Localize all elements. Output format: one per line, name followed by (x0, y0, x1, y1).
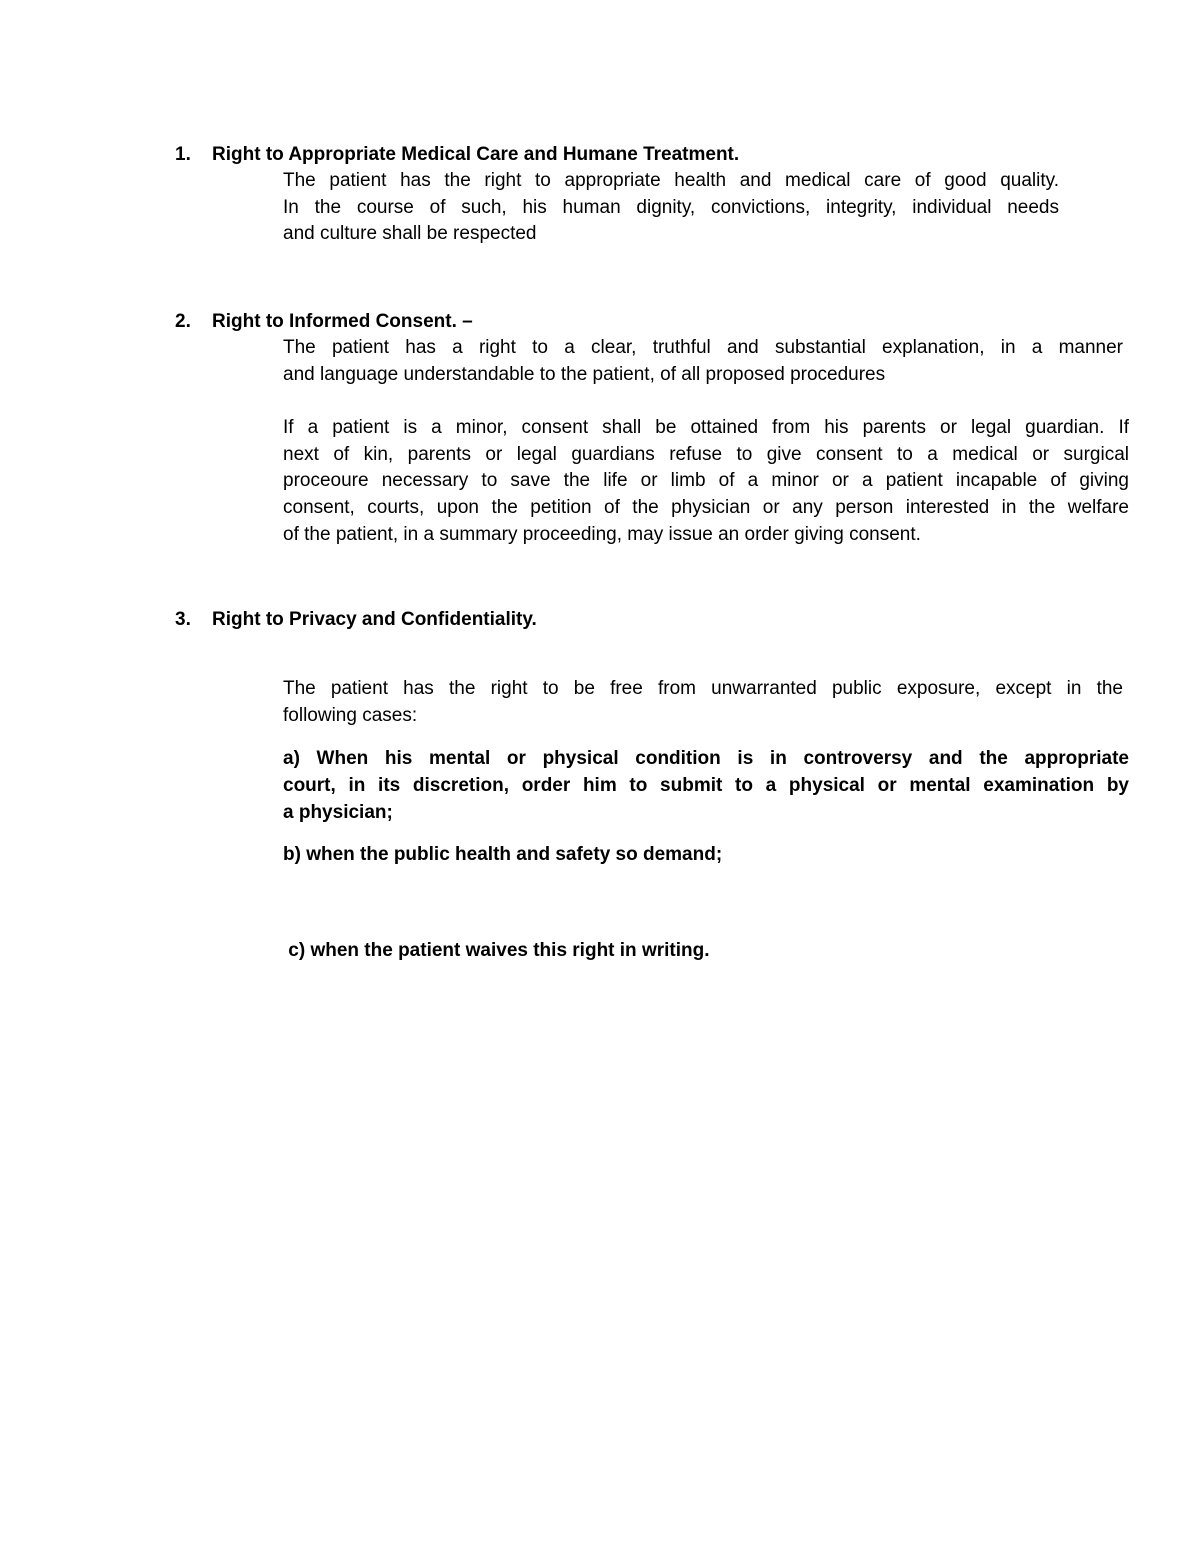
section-1-number: 1. (175, 144, 191, 165)
exception-c-line-1: c) when the patient waives this right in writing. (283, 940, 710, 961)
section-2-line-2: and language understandable to the patient, of all proposed procedures (283, 363, 886, 385)
section-1-line-3: and culture shall be respected (283, 223, 537, 245)
section-2-title: Right to Informed Consent. – (212, 311, 473, 332)
exception-a-line-2: court, in its discretion, order him to submit to a physical or mental examination by (283, 775, 1129, 796)
section-2-minor-line-2: next of kin, parents or legal guardians refuse to give consent to a medical or surgical (283, 443, 1129, 465)
section-2-line-1: The patient has a right to a clear, truthful and substantial explanation, in a manner (283, 337, 1123, 358)
section-2-minor-line-5: of the patient, in a summary proceeding, may issue an order giving consent. (283, 523, 921, 545)
section-3-number: 3. (175, 609, 191, 630)
section-2-body (283, 335, 1123, 388)
privacy-exception-a (283, 745, 1129, 826)
section-3-title: Right to Privacy and Confidentiality. (212, 609, 537, 630)
section-1-line-1: The patient has the right to appropriate health and medical care of good quality. (283, 170, 1059, 191)
section-1-line-2: In the course of such, his human dignity, convictions, integrity, individual needs (283, 196, 1059, 218)
section-2-minor-paragraph (283, 415, 1129, 549)
exception-b-line-1: b) when the public health and safety so demand; (283, 844, 723, 865)
section-1-heading (175, 142, 739, 168)
section-3-heading (175, 607, 537, 633)
section-3-body (283, 676, 1123, 729)
section-3-line-1: The patient has the right to be free from unwarranted public exposure, except in the (283, 678, 1123, 699)
section-2-number: 2. (175, 311, 191, 332)
section-1-title: Right to Appropriate Medical Care and Humane Treatment. (212, 144, 740, 165)
section-2-heading (175, 309, 473, 335)
section-3-line-2: following cases: (283, 704, 418, 726)
exception-a-line-1: a) When his mental or physical condition is in controversy and the appropriate (283, 748, 1129, 769)
section-2-minor-line-4: consent, courts, upon the petition of the physician or any person interested in the welfare (283, 497, 1129, 519)
privacy-exception-b (283, 841, 1129, 868)
exception-a-line-3: a physician; (283, 802, 393, 823)
privacy-exception-c (283, 883, 1129, 1018)
section-1-body (283, 168, 1059, 248)
section-2-minor-line-3: proceoure necessary to save the life or limb of a minor or a patient incapable of giving (283, 470, 1129, 492)
section-2-minor-line-1: If a patient is a minor, consent shall be ottained from his parents or legal guardian. If (283, 417, 1129, 438)
